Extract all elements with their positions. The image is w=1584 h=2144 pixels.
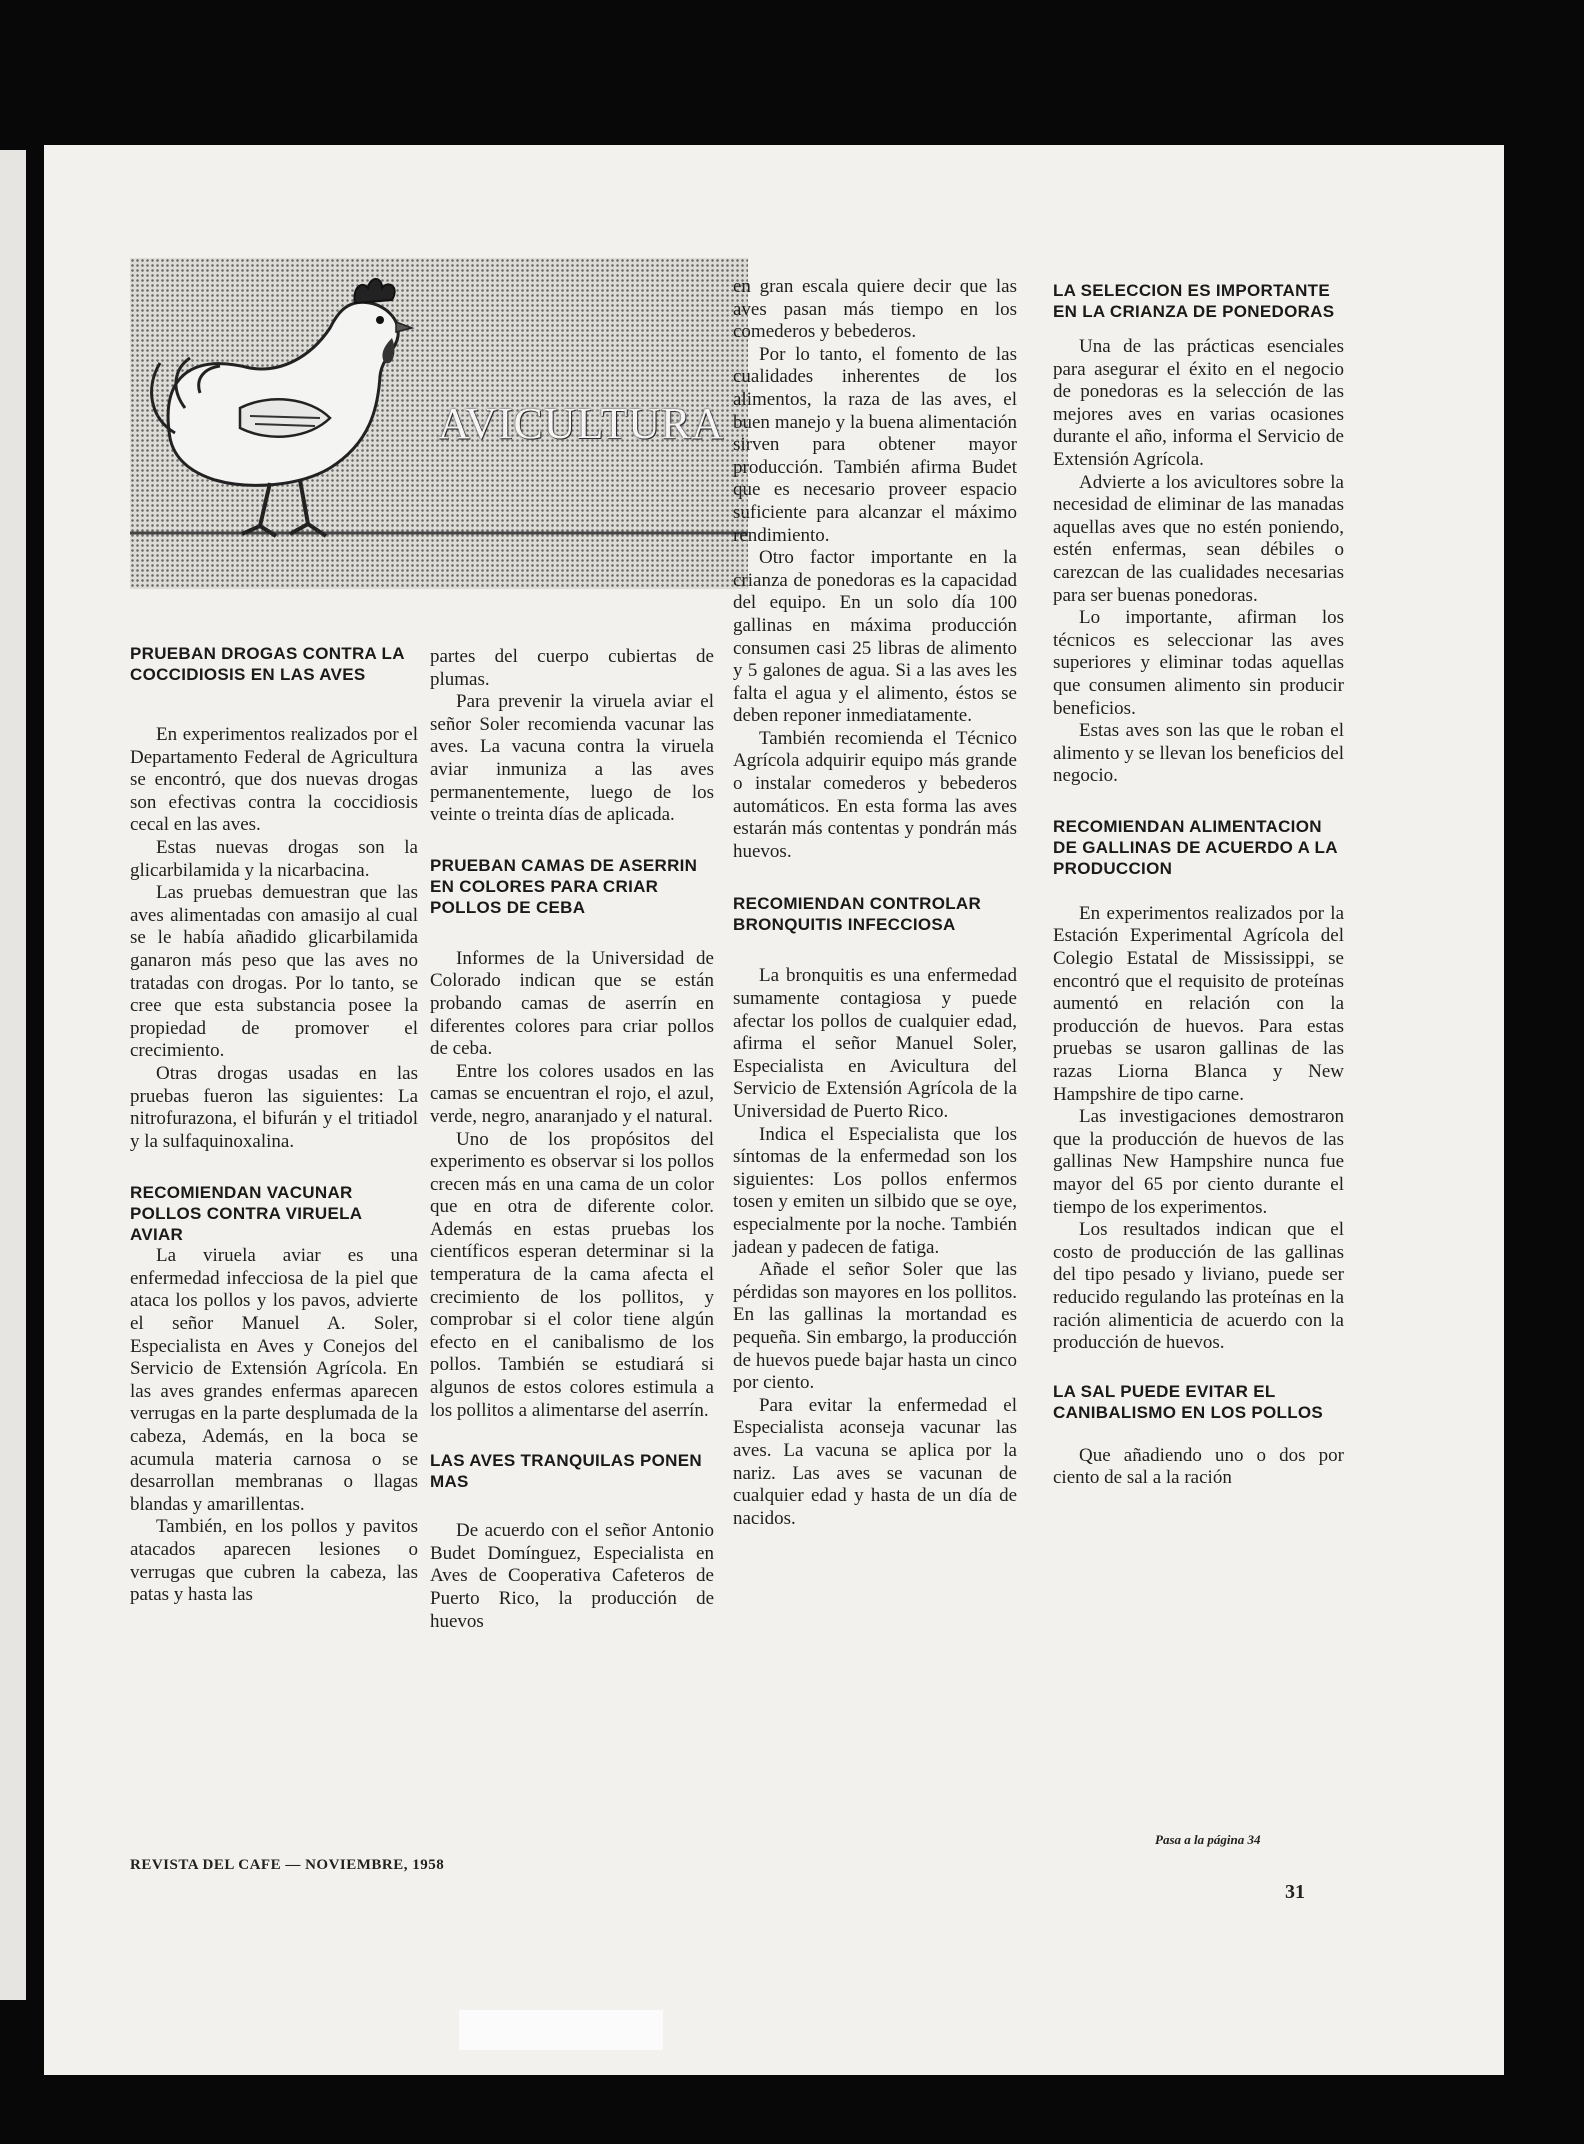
paragraph: También, en los pollos y pavitos atacados aparecen lesiones o verrugas que cubren la cabeza, las patas y hasta las [130,1516,418,1606]
article-heading: RECOMIENDAN VACUNAR POLLOS CONTRA VIRUELA AVIAR [130,1183,362,1245]
paragraph: Estas aves son las que le roban el alimento y se llevan los beneficios del negocio. [1053,720,1344,787]
paragraph: Las pruebas demuestran que las aves alimentadas con amasijo al cual se le había añadido glicarbilamida ganaron más peso que las aves no tratadas con drogas. Por lo tanto, se cree que esta substancia posee la propiedad de promover el crecimiento. [130,882,418,1062]
paragraph: Los resultados indican que el costo de producción de las gallinas del tipo pesado y liviano, puede ser reducido regulando las proteínas en la ración alimenticia de acuerdo con la producción de huevos. [1053,1219,1344,1354]
publication-footer: REVISTA DEL CAFE — NOVIEMBRE, 1958 [130,1857,445,1873]
paragraph: Para prevenir la viruela aviar el señor Soler recomienda vacunar las aves. La vacuna contra la viruela aviar inmuniza a las aves permanentemente, luego de los veinte o treinta días de aplicada. [430,691,714,826]
paragraph: Por lo tanto, el fomento de las cualidades inherentes de los alimentos, la raza de las aves, el buen manejo y la buena alimentación sirven para obtener mayor producción. También afirma Budet que es necesario proveer espacio suficiente para alcanzar el máximo rendimiento. [733,343,1017,546]
article-heading: PRUEBAN CAMAS DE ASERRIN EN COLORES PARA CRIAR POLLOS DE CEBA [430,855,698,917]
paragraph: De acuerdo con el señor Antonio Budet Domínguez, Especialista en Aves de Cooperativa Cafeteros de Puerto Rico, la producción de huevos [430,1520,714,1632]
column-4 [1053,280,1344,1490]
scan-label [459,2010,663,2050]
paragraph: en gran escala quiere decir que las aves pasan más tiempo en los comederos y bebederos. [733,276,1017,343]
paragraph: Las investigaciones demostraron que la producción de huevos de las gallinas New Hampshire nunca fue mayor del 65 por ciento durante el tiempo de los experimentos. [1053,1106,1344,1218]
paragraph: Otras drogas usadas en las pruebas fueron las siguientes: La nitrofurazona, el bifurán y el tritiadol y la sulfaquinoxalina. [130,1062,418,1152]
column-1 [130,643,418,1607]
page-number: 31 [1285,1881,1305,1903]
paragraph: También recomienda el Técnico Agrícola adquirir equipo más grande o instalar comederos y bebederos automáticos. En esta forma las aves estarán más contentas y pondrán más huevos. [733,727,1017,862]
article-heading: RECOMIENDAN CONTROLAR BRONQUITIS INFECCIOSA [733,894,982,935]
column-2 [430,646,714,1633]
continued-note: Pasa a la página 34 [1155,1832,1261,1847]
paragraph: Advierte a los avicultores sobre la necesidad de eliminar de las manadas aquellas aves que no estén poniendo, estén enfermas, sean débiles o carezcan de las cualidades necesarias para ser buenas ponedoras. [1053,471,1344,606]
article-heading: LA SAL PUEDE EVITAR EL CANIBALISMO EN LOS POLLOS [1053,1381,1324,1422]
paragraph: Que añadiendo uno o dos por ciento de sal a la ración [1053,1444,1344,1489]
article-heading: LAS AVES TRANQUILAS PONEN MAS [430,1451,702,1492]
paragraph: Informes de la Universidad de Colorado indican que se están probando camas de aserrín en diferentes colores para criar pollos de ceba. [430,947,714,1060]
paragraph: partes del cuerpo cubiertas de plumas. [430,646,714,690]
magazine-page [44,145,1504,2075]
paragraph: En experimentos realizados por el Departamento Federal de Agricultura se encontró, que dos nuevas drogas son efectivas contra la coccidiosis cecal en las aves. [130,724,418,836]
article-heading: LA SELECCION ES IMPORTANTE EN LA CRIANZA DE PONEDORAS [1053,281,1335,321]
column-3 [733,276,1017,1530]
paragraph: En experimentos realizados por la Estación Experimental Agrícola del Colegio Estatal de Mississippi, se encontró que el requisito de proteínas aumentó en relación con la producción de huevos. Para estas pruebas se usaron gallinas de las razas Liorna Blanca y New Hampshire de tipo carne. [1053,902,1344,1105]
header-illustration [130,258,748,589]
paragraph: Indica el Especialista que los síntomas de la enfermedad son los siguientes: Los pollos enfermos tosen y emiten un silbido que se oye, especialmente por la noche. También jadean y padecen de fatiga. [733,1123,1017,1258]
paragraph: Entre los colores usados en las camas se encuentran el rojo, el azul, verde, negro, anaranjado y el natural. [430,1060,714,1127]
paragraph: La viruela aviar es una enfermedad infecciosa de la piel que ataca los pollos y los pavos, advierte el señor Manuel A. Soler, Especialista en Aves y Conejos del Servicio de Extensión Agrícola. En las aves grandes enfermas aparecen verrugas en la parte desplumada de la cabeza, Además, en la boca se acumula materia carnosa o se desarrollan membranas o llagas blandas y amarillentas. [130,1245,418,1515]
paragraph: Otro factor importante en la crianza de ponedoras es la capacidad del equipo. En un solo día 100 gallinas en máxima producción consumen casi 25 libras de alimento y 5 galones de agua. Si a las aves les falta el agua y el alimento, éstos se deben reponer inmediatamente. [733,547,1017,727]
adjacent-page-edge [0,150,26,2000]
paragraph: La bronquitis es una enfermedad sumamente contagiosa y puede afectar los pollos de cualquier edad, afirma el señor Manuel Soler, Especialista en Avicultura del Servicio de Extensión Agrícola de la Universidad de Puerto Rico. [733,965,1017,1122]
article-heading: RECOMIENDAN ALIMENTACION DE GALLINAS DE ACUERDO A LA PRODUCCION [1053,816,1338,878]
paragraph: Uno de los propósitos del experimento es observar si los pollos crecen más en una cama de un color que en otra de diferente color. Además en estas pruebas los científicos esperan determinar si la temperatura de la cama afecta el crecimiento de los pollitos, y comprobar si el color tiene algún efecto en el canibalismo de los pollos. También se estudiará si algunos de estos colores estimula a los pollitos a alimentarse del aserrín. [430,1128,714,1421]
article-heading: PRUEBAN DROGAS CONTRA LA COCCIDIOSIS EN LAS AVES [130,644,405,684]
paragraph: Para evitar la enfermedad el Especialista aconseja vacunar las aves. La vacuna se aplica por la nariz. Las aves se vacunan de cualquier edad y hasta de un día de nacidos. [733,1394,1017,1529]
paragraph: Estas nuevas drogas son la glicarbilamida y la nicarbacina. [130,836,418,881]
paragraph: Una de las prácticas esenciales para asegurar el éxito en el negocio de ponedoras es la selección de las mejores aves en varias ocasiones durante el año, informa el Servicio de Extensión Agrícola. [1053,336,1344,470]
section-title: AVICULTURA [438,399,725,448]
paragraph: Añade el señor Soler que las pérdidas son mayores en los pollitos. En las gallinas la mortandad es pequeña. Sin embargo, la producción de huevos puede bajar hasta un cinco por ciento. [733,1259,1017,1394]
paragraph: Lo importante, afirman los técnicos es seleccionar las aves superiores y eliminar todas aquellas que consumen alimento sin producir beneficios. [1053,607,1344,719]
